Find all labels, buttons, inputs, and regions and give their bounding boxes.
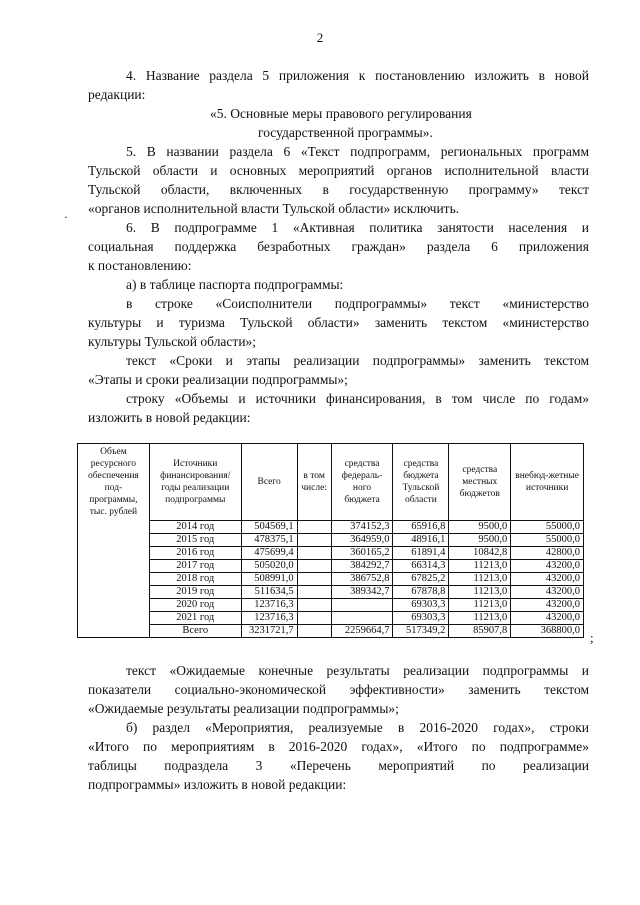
- cell-empty: [297, 599, 331, 612]
- header-regional: средства бюджета Тульской области: [393, 444, 449, 521]
- table-row: [78, 534, 584, 547]
- cell-federal: 386752,8: [331, 573, 393, 586]
- paragraph-terms-line1: текст «Сроки и этапы реализации подпрограммы» заменить текстом: [126, 353, 589, 368]
- table-row: [78, 560, 584, 573]
- cell-extra: 43200,0: [511, 612, 584, 625]
- paragraph-terms-line2: «Этапы и сроки реализации подпрограммы»;: [88, 372, 348, 387]
- cell-regional: 517349,2: [393, 625, 449, 638]
- cell-federal: 360165,2: [331, 547, 393, 560]
- cell-total: 508991,0: [241, 573, 297, 586]
- paragraph-co-executors-line3: культуры Тульской области»;: [88, 334, 257, 349]
- paragraph-6-line3: к постановлению:: [88, 258, 192, 273]
- cell-empty: [297, 547, 331, 560]
- subitem-b-line1: б) раздел «Мероприятия, реализуемые в 2016-2020 годах», строки: [126, 720, 589, 735]
- cell-extra: 368800,0: [511, 625, 584, 638]
- paragraph-5-line4: «органов исполнительной власти Тульской области» исключить.: [88, 201, 460, 216]
- paragraph-5-line3: Тульской области, включенных в государственную программу» текст: [88, 182, 589, 197]
- cell-year: 2017 год: [149, 560, 241, 573]
- subitem-b-line4: подпрограммы» изложить в новой редакции:: [88, 777, 347, 792]
- cell-federal: 389342,7: [331, 586, 393, 599]
- cell-empty: [297, 586, 331, 599]
- cell-regional: 69303,3: [393, 612, 449, 625]
- header-local: средства местных бюджетов: [449, 444, 511, 521]
- paragraph-6-line1: 6. В подпрограмме 1 «Активная политика занятости населения и: [126, 220, 589, 235]
- table-row: [78, 586, 584, 599]
- cell-total: 505020,0: [241, 560, 297, 573]
- scan-dot: ·: [64, 210, 68, 224]
- cell-regional: 66314,3: [393, 560, 449, 573]
- table-row: [78, 599, 584, 612]
- cell-total: 511634,5: [241, 586, 297, 599]
- header-sources: Источники финансирования/ годы реализации подпрограммы: [149, 444, 241, 521]
- paragraph-4-line1: 4. Название раздела 5 приложения к постановлению изложить в новой: [126, 68, 589, 83]
- cell-empty: [297, 625, 331, 638]
- paragraph-results-line2: показатели социально-экономической эффективности» заменить текстом: [88, 682, 589, 697]
- cell-year: 2018 год: [149, 573, 241, 586]
- page-number: 2: [316, 30, 324, 45]
- financing-table: [77, 443, 584, 638]
- cell-federal: 364959,0: [331, 534, 393, 547]
- table-row: [78, 547, 584, 560]
- cell-local: 85907,8: [449, 625, 511, 638]
- table-trailing-semicolon: ;: [590, 630, 594, 645]
- table-row: [78, 573, 584, 586]
- section5-title-line2: государственной программы».: [258, 125, 433, 140]
- paragraph-5-line1: 5. В названии раздела 6 «Текст подпрограмм, региональных программ: [126, 144, 589, 159]
- header-including: в том числе:: [297, 444, 331, 521]
- header-total: Всего: [241, 444, 297, 521]
- cell-year: 2019 год: [149, 586, 241, 599]
- header-extrabudgetary: внебюд-жетные источники: [511, 444, 584, 521]
- header-resource-volume: Объем ресурсного обеспечения под-программы, тыс. рублей: [78, 444, 150, 638]
- cell-local: 11213,0: [449, 573, 511, 586]
- subitem-b-line3: таблицы подраздела 3 «Перечень мероприятий по реализации: [88, 758, 589, 773]
- cell-extra: 42800,0: [511, 547, 584, 560]
- cell-extra: 43200,0: [511, 573, 584, 586]
- cell-regional: 67825,2: [393, 573, 449, 586]
- paragraph-results-line1: текст «Ожидаемые конечные результаты реализации подпрограммы и: [126, 663, 589, 678]
- cell-total: 478375,1: [241, 534, 297, 547]
- cell-total: 475699,4: [241, 547, 297, 560]
- cell-year: 2021 год: [149, 612, 241, 625]
- cell-regional: 69303,3: [393, 599, 449, 612]
- paragraph-6-line2: социальная поддержка безработных граждан» раздела 6 приложения: [88, 239, 589, 254]
- header-federal: средства федераль-ного бюджета: [331, 444, 393, 521]
- paragraph-5-line2: Тульской области и основных мероприятий органов исполнительной власти: [88, 163, 589, 178]
- cell-year: 2014 год: [149, 521, 241, 534]
- cell-local: 11213,0: [449, 560, 511, 573]
- table-header-row: [78, 444, 584, 521]
- cell-federal: [331, 599, 393, 612]
- cell-federal: 384292,7: [331, 560, 393, 573]
- cell-local: 10842,8: [449, 547, 511, 560]
- cell-federal: 374152,3: [331, 521, 393, 534]
- cell-empty: [297, 612, 331, 625]
- cell-total: 123716,3: [241, 612, 297, 625]
- cell-empty: [297, 534, 331, 547]
- cell-year: 2020 год: [149, 599, 241, 612]
- cell-federal: [331, 612, 393, 625]
- paragraph-co-executors-line2: культуры и туризма Тульской области» заменить текстом «министерство: [88, 315, 589, 330]
- paragraph-volumes-line1: строку «Объемы и источники финансирования, в том числе по годам»: [126, 391, 589, 406]
- cell-total: 3231721,7: [241, 625, 297, 638]
- paragraph-4-line2: редакции:: [88, 87, 146, 102]
- cell-extra: 55000,0: [511, 534, 584, 547]
- paragraph-volumes-line2: изложить в новой редакции:: [88, 410, 251, 425]
- table-row: [78, 612, 584, 625]
- cell-regional: 48916,1: [393, 534, 449, 547]
- paragraph-co-executors-line1: в строке «Соисполнители подпрограммы» текст «министерство: [126, 296, 589, 311]
- cell-local: 11213,0: [449, 586, 511, 599]
- subitem-a: а) в таблице паспорта подпрограммы:: [126, 277, 344, 292]
- cell-extra: 55000,0: [511, 521, 584, 534]
- cell-extra: 43200,0: [511, 586, 584, 599]
- cell-local: 9500,0: [449, 534, 511, 547]
- cell-regional: 61891,4: [393, 547, 449, 560]
- cell-local: 11213,0: [449, 612, 511, 625]
- subitem-b-line2: «Итого по мероприятиям в 2016-2020 годах», «Итого по подпрограмме»: [88, 739, 589, 754]
- cell-extra: 43200,0: [511, 599, 584, 612]
- cell-year: 2015 год: [149, 534, 241, 547]
- cell-empty: [297, 521, 331, 534]
- cell-year: 2016 год: [149, 547, 241, 560]
- cell-total: 504569,1: [241, 521, 297, 534]
- cell-local: 9500,0: [449, 521, 511, 534]
- table-total-row: [78, 625, 584, 638]
- cell-empty: [297, 560, 331, 573]
- paragraph-results-line3: «Ожидаемые результаты реализации подпрограммы»;: [88, 701, 399, 716]
- section5-title-line1: «5. Основные меры правового регулирования: [210, 106, 472, 121]
- cell-local: 11213,0: [449, 599, 511, 612]
- table-row: [78, 521, 584, 534]
- cell-extra: 43200,0: [511, 560, 584, 573]
- cell-total: 123716,3: [241, 599, 297, 612]
- cell-federal: 2259664,7: [331, 625, 393, 638]
- cell-empty: [297, 573, 331, 586]
- cell-year: Всего: [149, 625, 241, 638]
- cell-regional: 65916,8: [393, 521, 449, 534]
- cell-regional: 67878,8: [393, 586, 449, 599]
